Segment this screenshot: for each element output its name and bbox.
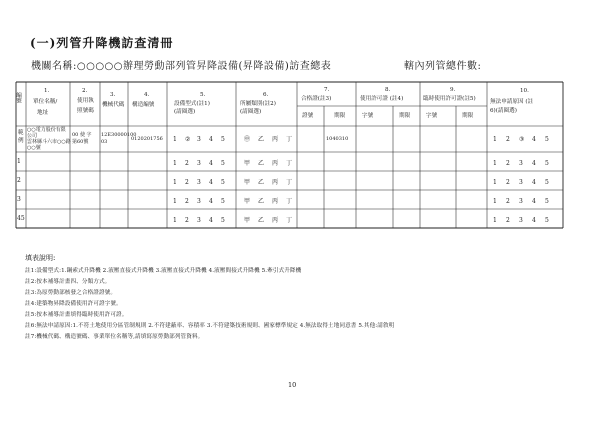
row-label: 1 xyxy=(17,158,21,165)
example-reason-options xyxy=(493,136,549,143)
category-option: 甲 xyxy=(244,198,251,205)
col-machine-num: 3. xyxy=(110,92,116,98)
note-line-1: 註1:設備型式:1.鋼索式升降機 2.液壓直接式升降機 3.液壓直接式升降機 4.液壓間接式升降機 5.牽引式升降機 xyxy=(25,268,302,274)
category-option: 甲 xyxy=(244,160,251,167)
example-license-2: 第60號 xyxy=(72,139,89,145)
reason-option: 4 xyxy=(532,136,536,143)
category-option: 丙 xyxy=(272,160,279,167)
reason-option: 2 xyxy=(506,217,510,224)
type-option: 3 xyxy=(197,217,201,224)
reason-option: 2 xyxy=(506,160,510,167)
category-option: ㊥ xyxy=(244,136,251,143)
col-temp-sub-no: 字號 xyxy=(426,113,438,119)
org-name-line: 機關名稱:○○○○○辦理勞動部列管昇降設備(昇降設備)訪查總表 xyxy=(31,61,332,72)
type-option: 1 xyxy=(173,198,177,205)
example-unit-1: ○○電力股份有限 xyxy=(27,127,66,133)
category-option: 丁 xyxy=(286,179,293,186)
col-type-label-1: 設備型式(註1) xyxy=(174,101,210,107)
category-option: 乙 xyxy=(258,217,265,224)
note-line-2: 註2:按本補導計畫四、分類方式。 xyxy=(25,279,111,285)
col-cert-num: 7. xyxy=(324,87,330,93)
col-license-label-1: 使用執 xyxy=(77,98,94,104)
type-option: 4 xyxy=(209,179,213,186)
category-option: 乙 xyxy=(258,198,265,205)
reason-option: 2 xyxy=(506,136,510,143)
note-line-3: 註3:為原勞動部核發之合格證證號。 xyxy=(25,290,117,296)
type-option: 1 xyxy=(173,136,177,143)
reason-option: 5 xyxy=(545,179,549,186)
col-reason-num: 10. xyxy=(520,88,529,94)
type-option: 4 xyxy=(209,217,213,224)
col-temp-label: 臨時使用許可證(註5) xyxy=(423,96,476,102)
col-unit-label-1: 單位名稱/ xyxy=(33,99,58,105)
example-row-label-1: 範 xyxy=(18,130,24,136)
reason-option: 1 xyxy=(493,217,497,224)
col-category-label-2: (請圈選) xyxy=(240,109,262,115)
category-option: 乙 xyxy=(258,179,265,186)
type-option: 5 xyxy=(221,179,225,186)
example-category-options xyxy=(244,135,292,143)
col-license-label-2: 照號碼 xyxy=(77,108,94,114)
reason-option: 4 xyxy=(532,217,536,224)
category-option: 乙 xyxy=(258,160,265,167)
category-option: 丙 xyxy=(272,179,279,186)
col-machine-label: 機械代碼 xyxy=(102,102,125,108)
type-option: 4 xyxy=(209,160,213,167)
category-option: 丁 xyxy=(286,160,293,167)
col-unit-label-2: 地址 xyxy=(37,110,49,116)
example-cert-no: 1040310 xyxy=(326,136,349,142)
col-permit-sub-exp: 期限 xyxy=(399,113,411,119)
col-license-num: 2. xyxy=(82,88,88,94)
type-option: 3 xyxy=(197,198,201,205)
category-option: 丁 xyxy=(286,136,293,143)
row-label: 45 xyxy=(17,215,25,222)
col-permit-sub-no: 字號 xyxy=(362,113,374,119)
reason-option: 1 xyxy=(493,136,497,143)
reason-option: 5 xyxy=(545,217,549,224)
reason-option: 4 xyxy=(532,160,536,167)
col-type-label-2: (請圈選) xyxy=(174,109,196,115)
category-option: 丁 xyxy=(286,217,293,224)
col-category-num: 6. xyxy=(263,92,269,98)
example-license-1: 00 使 字 xyxy=(72,132,92,138)
type-option: 3 xyxy=(197,136,201,143)
col-type-num: 5. xyxy=(200,92,206,98)
type-option: 5 xyxy=(221,217,225,224)
example-unit-3: 雲林縣斗六市○○路 xyxy=(27,139,71,145)
reason-option: 3 xyxy=(519,160,523,167)
example-unit-4: ○○號 xyxy=(27,145,41,151)
example-row-label-2: 例 xyxy=(18,138,24,144)
category-option: 丙 xyxy=(272,136,279,143)
type-option: 4 xyxy=(209,136,213,143)
type-option: 3 xyxy=(197,179,201,186)
category-option: 甲 xyxy=(244,217,251,224)
col-temp-sub-exp: 期限 xyxy=(462,113,474,119)
notes-heading: 填表說明: xyxy=(25,254,56,262)
type-option: 5 xyxy=(221,160,225,167)
reason-option: 3 xyxy=(519,198,523,205)
note-line-4: 註4:建築物昇降設備使用許可證字號。 xyxy=(25,301,122,307)
reason-option: 3 xyxy=(519,217,523,224)
example-machine-1: 12E30000100 xyxy=(101,132,137,138)
category-option: 甲 xyxy=(244,179,251,186)
reason-option: 4 xyxy=(532,198,536,205)
reason-option: 1 xyxy=(493,160,497,167)
col-category-label-1: 所屬類別(註2) xyxy=(240,101,276,107)
col-permit-num: 8. xyxy=(385,87,391,93)
col-unit-num: 1. xyxy=(44,88,50,94)
type-option: 1 xyxy=(173,160,177,167)
col-structure-label: 構造編號 xyxy=(132,102,155,108)
row-label: 3 xyxy=(17,196,21,203)
reason-option: 1 xyxy=(493,198,497,205)
example-unit-2: 公司 xyxy=(27,133,38,139)
reason-option: 3 xyxy=(519,179,523,186)
type-option: 2 xyxy=(185,217,189,224)
category-option: 丁 xyxy=(286,198,293,205)
type-option: 1 xyxy=(173,179,177,186)
type-option: 2 xyxy=(185,198,189,205)
col-cert-label: 合格證(註3) xyxy=(301,96,332,102)
type-option: 1 xyxy=(173,217,177,224)
reason-option: 2 xyxy=(506,198,510,205)
page-number: 10 xyxy=(288,381,297,389)
type-option: ② xyxy=(185,136,191,143)
col-structure-num: 4. xyxy=(144,92,150,98)
page-title: (一)列管升降機訪查清冊 xyxy=(30,36,174,50)
reason-option: 1 xyxy=(493,179,497,186)
total-count-label: 轄內列管總件數: xyxy=(404,61,482,72)
category-option: 丙 xyxy=(272,198,279,205)
col-reason-label-2: 6)(請圈選) xyxy=(490,108,517,114)
category-option: 丙 xyxy=(272,217,279,224)
type-option: 3 xyxy=(197,160,201,167)
note-line-5: 註5:按本補導計畫填得臨時使用許可證。 xyxy=(25,312,128,318)
col-reason-label-1: 無法申請原因 (註 xyxy=(490,99,534,105)
col-cert-sub-no: 證號 xyxy=(302,113,314,119)
type-option: 5 xyxy=(221,198,225,205)
type-option: 4 xyxy=(209,198,213,205)
type-option: 2 xyxy=(185,160,189,167)
col-permit-label: 使用許可證 (註4) xyxy=(360,96,404,102)
type-option: 2 xyxy=(185,179,189,186)
col-temp-num: 9. xyxy=(450,87,456,93)
reason-option: 5 xyxy=(545,160,549,167)
example-type-options xyxy=(173,136,225,143)
note-line-7: 註7:機械代碼、構造號碼、事業單位名稱等,請填寫原勞動部列管資料。 xyxy=(25,334,204,340)
col-id-header: 編號 xyxy=(15,92,21,104)
blank-rows xyxy=(17,158,549,224)
reason-option: 5 xyxy=(545,198,549,205)
example-machine-2: 03 xyxy=(101,139,108,145)
note-line-6: 註6:無法申請原因:1.不符土地使用分區管制規則 2.不符建蔽率、容積率 3.不符建築技術規則、國家標準規定 4.無法取得土地同意書 5.其他:請敘明 xyxy=(25,323,395,329)
example-structure: 0120201756 xyxy=(131,136,163,142)
type-option: 5 xyxy=(221,136,225,143)
row-label: 2 xyxy=(17,177,21,184)
col-cert-sub-exp: 期限 xyxy=(334,113,346,119)
reason-option: ③ xyxy=(519,136,525,143)
reason-option: 5 xyxy=(545,136,549,143)
reason-option: 2 xyxy=(506,179,510,186)
category-option: 乙 xyxy=(258,136,265,143)
reason-option: 4 xyxy=(532,179,536,186)
